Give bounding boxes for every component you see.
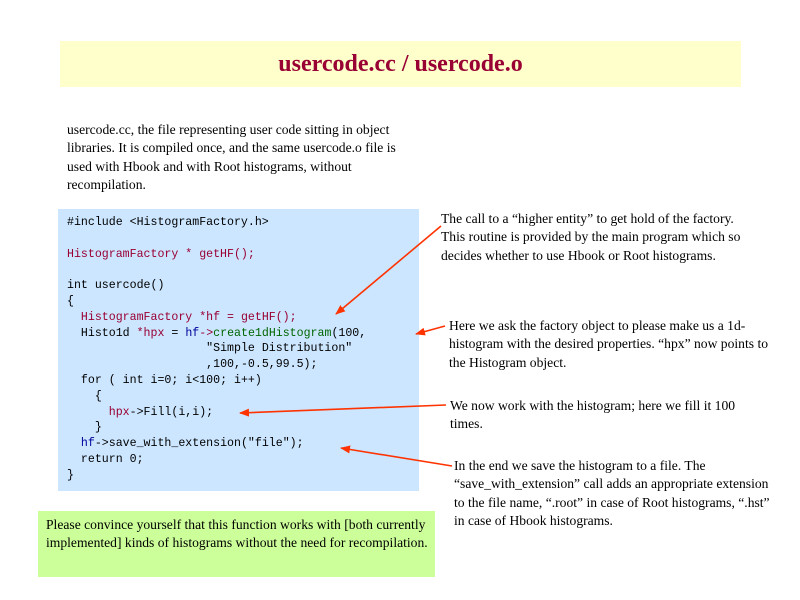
note-higher-entity: The call to a “higher entity” to get hold of the factory. This routine is provided by the main program which so decides whether to use Hbook or Root histograms. [441, 211, 741, 263]
intro-paragraph: usercode.cc, the file representing user code sitting in object libraries. It is compiled once, and the same usercode.o file is used with Hbook and with Root histograms, without recompilation. [67, 122, 396, 193]
note-factory-histogram: Here we ask the factory object to please make us a 1d-histogram with the desired properties. “hpx” now points to the Histogram object. [449, 318, 769, 370]
code-for: for ( int i=0; i<100; i++) [80, 373, 262, 387]
arrow-to-create [416, 326, 445, 334]
code-histo-ptr: *hpx [136, 326, 165, 340]
code-histo-args1: (100, [331, 326, 367, 340]
arrow-to-gethf [336, 226, 441, 314]
code-histo-create: create1dHistogram [213, 326, 332, 340]
code-line-close-brace: } [67, 468, 74, 482]
code-histo-arrow: -> [199, 326, 214, 340]
code-histo-eq: = [164, 326, 186, 340]
code-fill-call: ->Fill(i,i); [129, 405, 214, 419]
note-save: In the end we save the histogram to a file. The “save_with_extension” call adds an appropriate extension to the file name, “.root” in case of Root histograms, “.hst” in case of Hbook histograms. [454, 458, 770, 529]
code-line-decl: HistogramFactory * getHF(); [67, 247, 255, 261]
convince-text: Please convince yourself that this function works with [both currently implemented] kinds of histograms without the need for recompilation. [46, 517, 428, 551]
code-line-func: int usercode() [67, 279, 165, 293]
code-line-include: #include <HistogramFactory.h> [67, 216, 269, 229]
code-save-obj: hf [80, 437, 95, 451]
code-return: return 0; [80, 452, 144, 466]
slide-title: usercode.cc / usercode.o [278, 51, 523, 77]
code-save-call: ->save_with_extension("file"); [94, 437, 304, 451]
arrow-to-save [341, 448, 452, 466]
code-histo-args3: ,100,-0.5,99.5); [206, 358, 318, 372]
code-inner-close: } [94, 421, 102, 435]
code-fill-obj: hpx [108, 405, 130, 419]
arrow-to-fill [240, 405, 446, 413]
note-fill: We now work with the histogram; here we fill it 100 times. [450, 398, 736, 432]
code-inner-open: { [94, 389, 102, 403]
code-hf-assignment: HistogramFactory *hf = getHF(); [80, 310, 297, 324]
code-histo-type: Histo1d [80, 326, 137, 340]
code-line-open-brace: { [67, 294, 74, 308]
code-histo-args2: "Simple Distribution" [206, 342, 353, 356]
code-histo-hf: hf [185, 326, 200, 340]
